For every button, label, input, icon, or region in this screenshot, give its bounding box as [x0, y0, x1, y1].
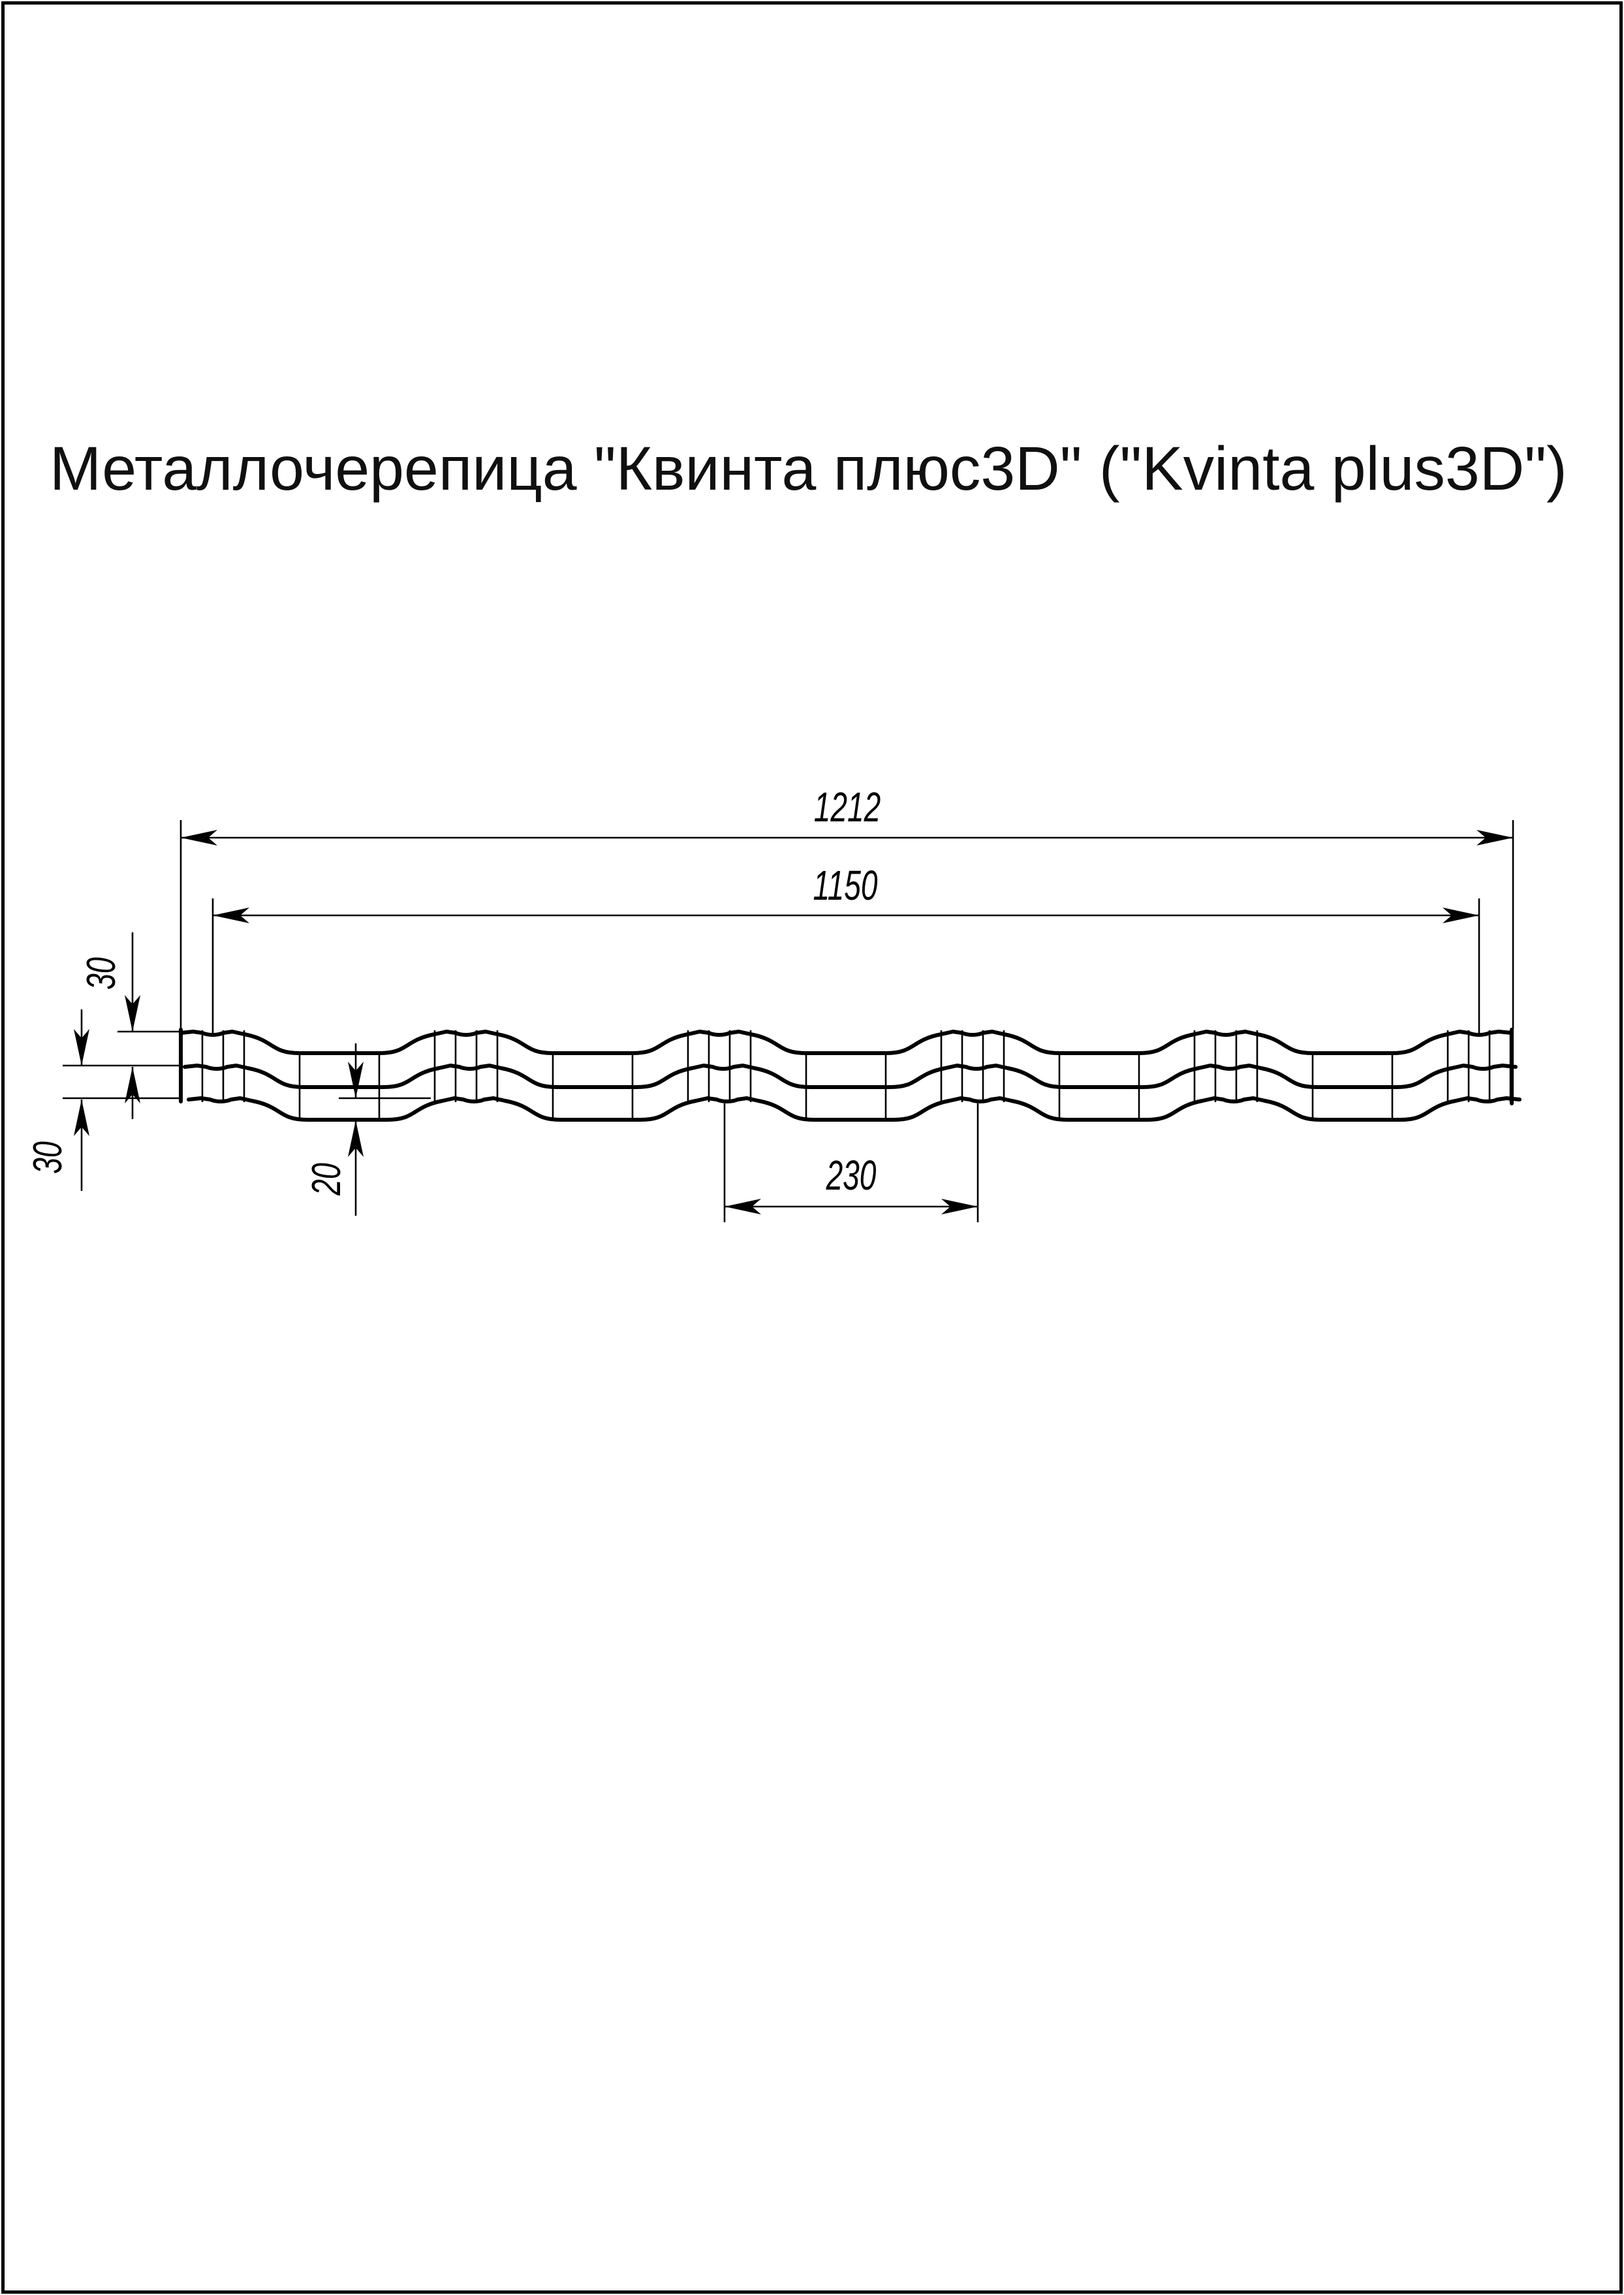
- dim-label-profile-height: 20: [304, 1163, 349, 1195]
- dimension-lines: [63, 820, 1513, 1222]
- profile-section: [181, 1030, 1520, 1120]
- dim-label-step-upper: 30: [78, 957, 124, 990]
- wave-line-bottom: [189, 1098, 1520, 1120]
- page-title: Металлочерепица "Квинта плюс3D" ("Kvinta plus3D"): [50, 434, 1567, 503]
- dim-label-step-lower: 30: [25, 1141, 70, 1174]
- dim-label-overall-width: 1212: [813, 783, 881, 831]
- dim-label-module-width: 230: [826, 1152, 877, 1199]
- dimension-labels: [25, 784, 881, 1199]
- tie-lines: [202, 1030, 1510, 1121]
- wave-line-top: [181, 1032, 1512, 1053]
- dim-label-working-width: 1150: [813, 862, 878, 909]
- wave-line-middle: [185, 1066, 1516, 1087]
